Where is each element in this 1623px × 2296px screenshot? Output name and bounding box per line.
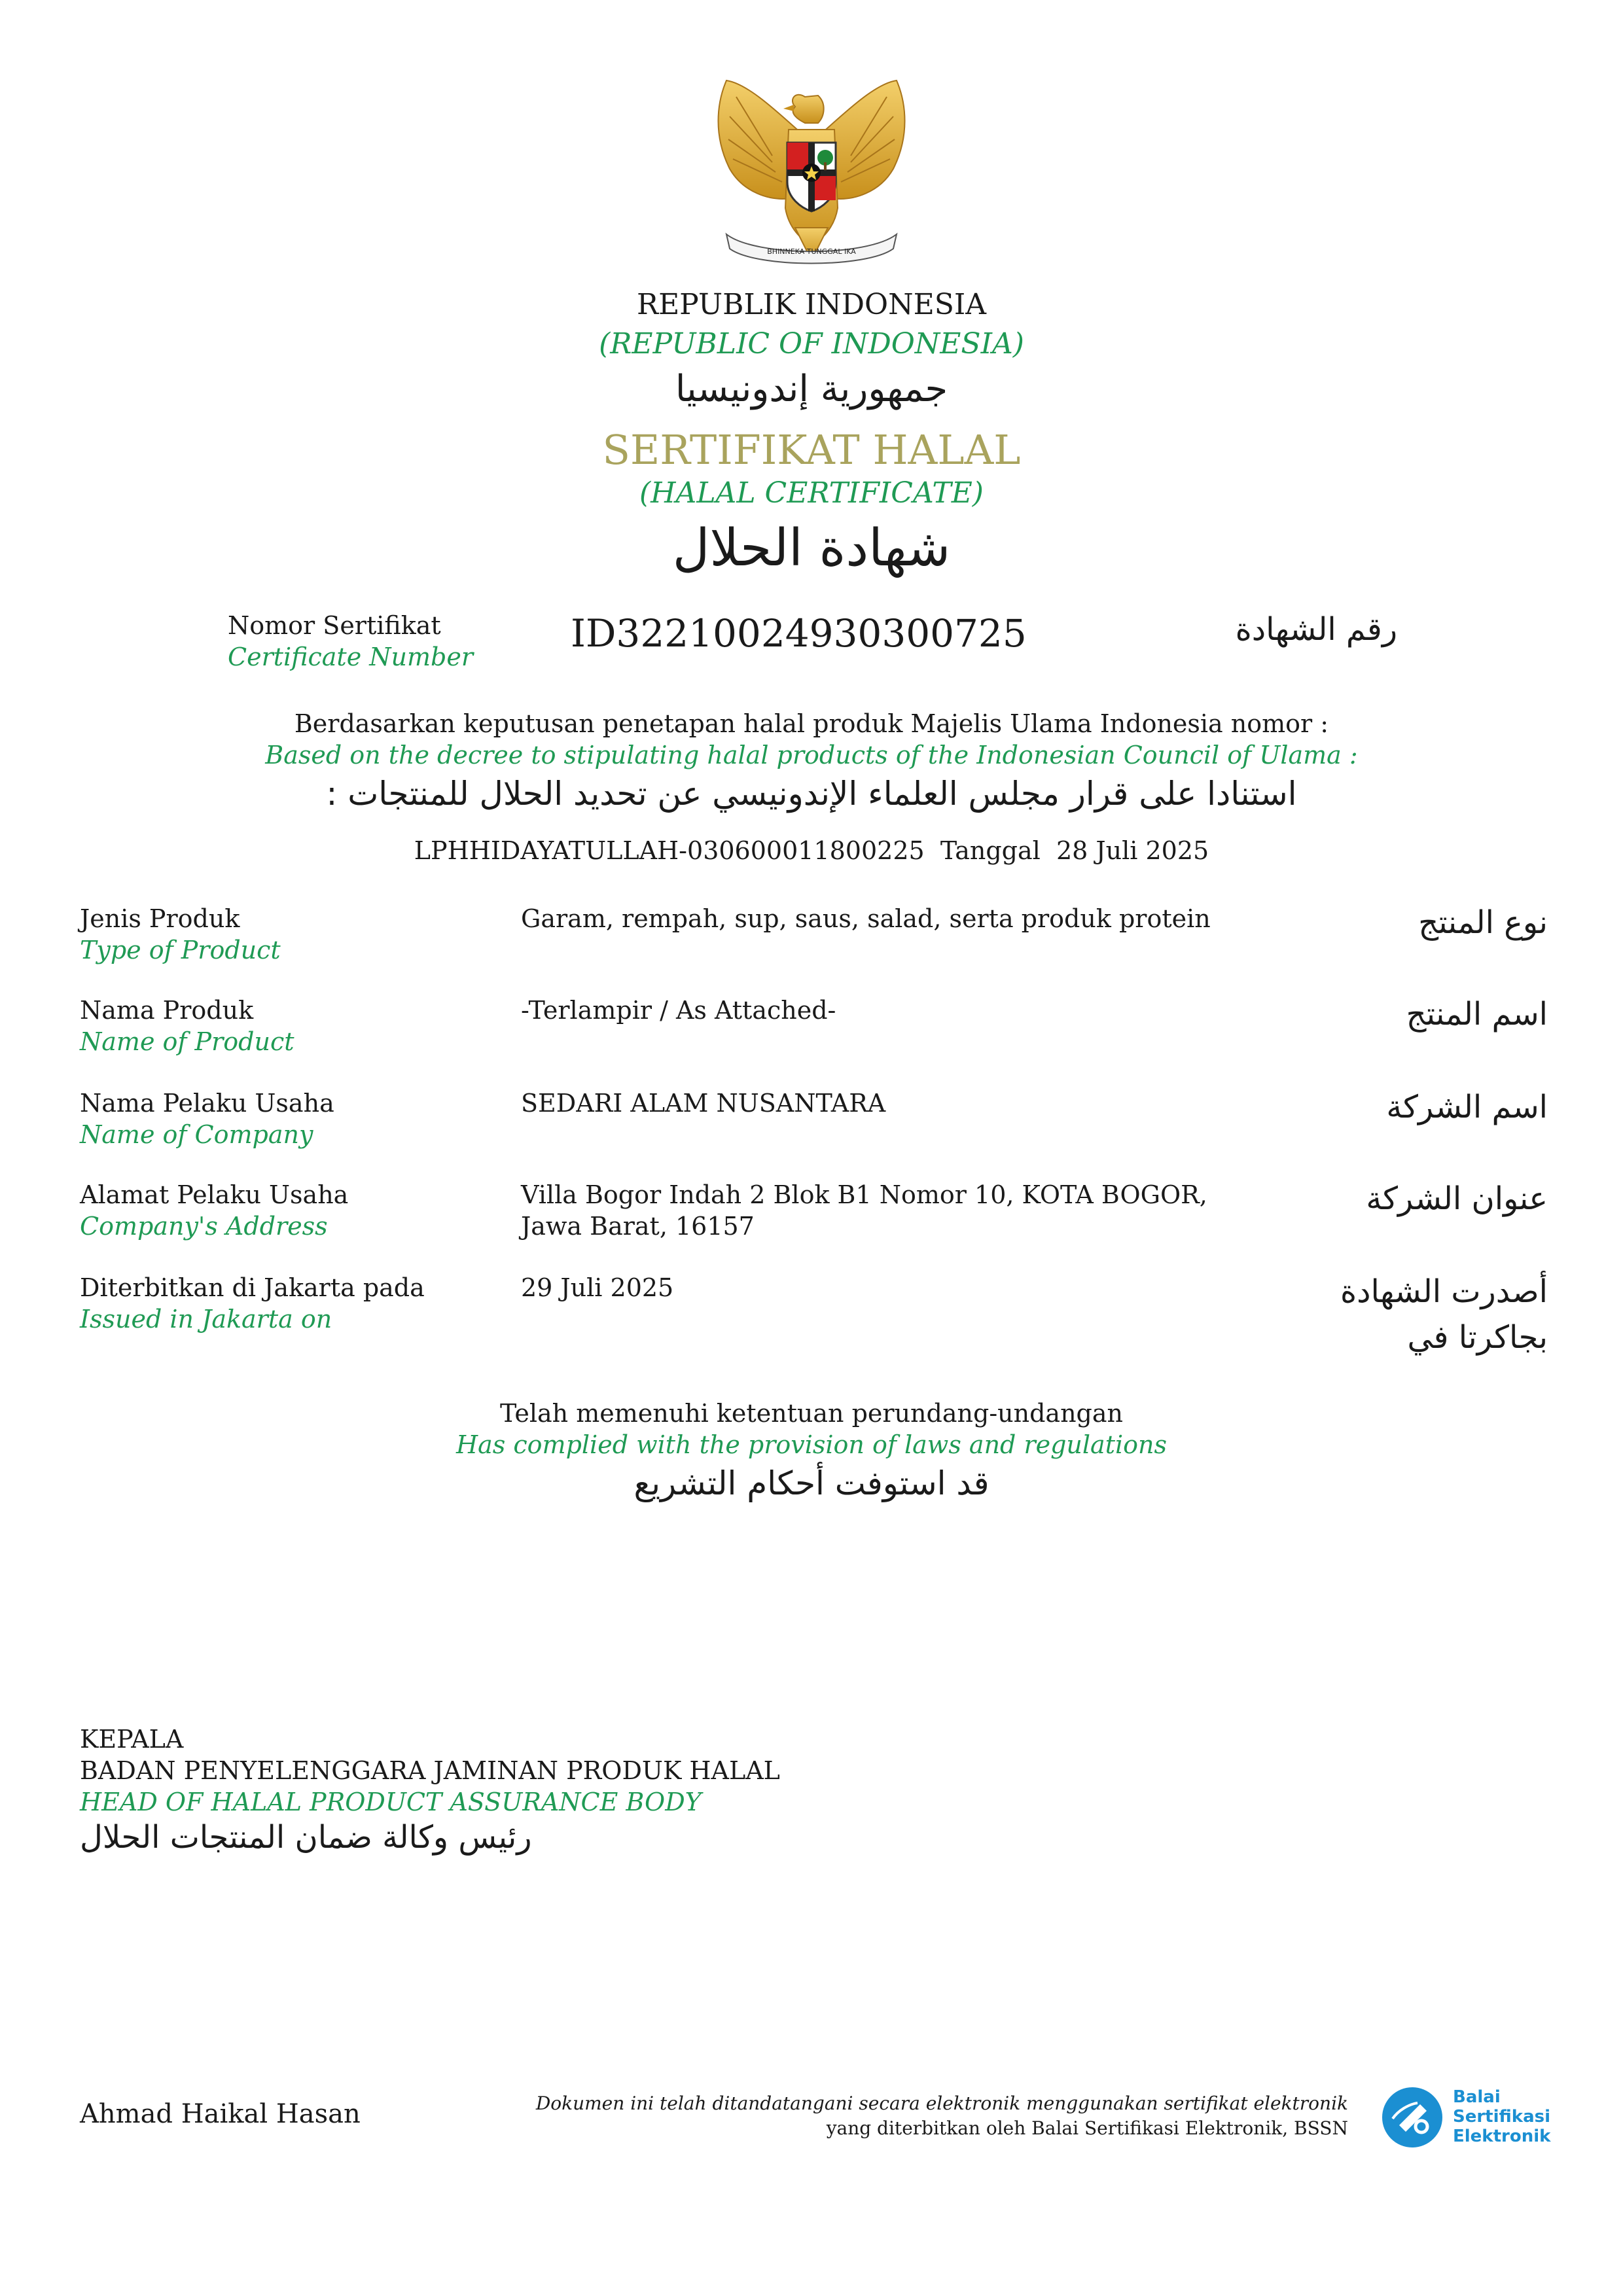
field-value: SEDARI ALAM NUSANTARA — [521, 1089, 886, 1118]
country-name-en: (REPUBLIC OF INDONESIA) — [599, 327, 1024, 361]
field-value: 29 Juli 2025 — [521, 1273, 674, 1302]
field-label-ar: عنوان الشركة — [1366, 1180, 1548, 1217]
field-label-en: Company's Address — [80, 1212, 328, 1241]
field-value: Villa Bogor Indah 2 Blok B1 Nomor 10, KOTA BOGOR, — [521, 1180, 1207, 1209]
cert-number-value: ID32210024930300725 — [571, 611, 1027, 656]
emblem-motto: BHINNEKA TUNGGAL IKA — [767, 247, 856, 256]
field-label-id: Nama Produk — [80, 996, 254, 1025]
decree-reference: LPHHIDAYATULLAH-030600011800225 Tanggal 28 Juli 2025 — [414, 836, 1209, 865]
signatory-name: Ahmad Haikal Hasan — [80, 2099, 361, 2129]
field-label-id: Alamat Pelaku Usaha — [80, 1180, 349, 1209]
bse-logo-icon — [1380, 2085, 1445, 2150]
field-label-en: Type of Product — [80, 936, 281, 964]
field-value: -Terlampir / As Attached- — [521, 996, 836, 1025]
country-name-id: REPUBLIK INDONESIA — [636, 288, 987, 321]
cert-number-label-id: Nomor Sertifikat — [228, 611, 441, 640]
esign-note-line1: Dokumen ini telah ditandatangani secara elektronik menggunakan sertifikat elektronik — [535, 2093, 1348, 2114]
signatory-title-en: HEAD OF HALAL PRODUCT ASSURANCE BODY — [80, 1788, 702, 1816]
bse-logo-line2: Sertifikasi — [1453, 2107, 1551, 2127]
field-label-en: Name of Company — [80, 1120, 313, 1149]
field-value-line2: Jawa Barat, 16157 — [521, 1212, 755, 1241]
field-label-ar: اسم الشركة — [1386, 1089, 1548, 1125]
compliance-text-ar: قد استوفت أحكام التشريع — [633, 1464, 990, 1502]
cert-number-label-ar: رقم الشهادة — [1235, 611, 1397, 648]
field-label-ar: اسم المنتج — [1406, 996, 1548, 1033]
country-name-ar: جمهورية إندونيسيا — [675, 368, 948, 410]
field-label-id: Jenis Produk — [80, 904, 240, 933]
bse-logo-line3: Elektronik — [1453, 2127, 1551, 2146]
decree-text-ar: استنادا على قرار مجلس العلماء الإندونيسي عن تحديد الحلال للمنتجات : — [326, 775, 1297, 813]
bse-logo — [1380, 2081, 1550, 2153]
certificate-title-id: SERTIFIKAT HALAL — [602, 426, 1021, 474]
field-label-en: Issued in Jakarta on — [80, 1305, 332, 1333]
field-label-ar-line2: بجاكرتا في — [1407, 1319, 1548, 1356]
garuda-pancasila-emblem — [710, 77, 913, 274]
signatory-title-ar — [80, 1816, 616, 1858]
decree-text-id: Berdasarkan keputusan penetapan halal produk Majelis Ulama Indonesia nomor : — [294, 709, 1329, 738]
compliance-text-id: Telah memenuhi ketentuan perundang-undangan — [499, 1399, 1124, 1428]
bse-logo-line1: Balai — [1453, 2087, 1501, 2107]
field-label-id: Diterbitkan di Jakarta pada — [80, 1273, 425, 1302]
signatory-title-ar-text: رئيس وكالة ضمان المنتجات الحلال — [80, 1819, 532, 1856]
field-value: Garam, rempah, sup, saus, salad, serta produk protein — [521, 904, 1211, 933]
decree-text-en: Based on the decree to stipulating halal products of the Indonesian Council of Ulama : — [265, 741, 1358, 769]
esign-note-line2: yang diterbitkan oleh Balai Sertifikasi Elektronik, BSSN — [826, 2117, 1348, 2139]
field-label-en: Name of Product — [80, 1027, 294, 1056]
compliance-text-en: Has complied with the provision of laws and regulations — [456, 1430, 1167, 1459]
cert-number-label-en: Certificate Number — [228, 643, 474, 671]
field-label-ar: نوع المنتج — [1418, 904, 1548, 941]
certificate-title-ar: شهادة الحلال — [672, 519, 951, 578]
field-label-id: Nama Pelaku Usaha — [80, 1089, 334, 1118]
signatory-title-1: KEPALA — [80, 1725, 184, 1754]
field-label-ar: أصدرت الشهادة — [1340, 1273, 1548, 1310]
certificate-title-en: (HALAL CERTIFICATE) — [639, 476, 984, 510]
signatory-title-2: BADAN PENYELENGGARA JAMINAN PRODUK HALAL — [80, 1756, 780, 1785]
